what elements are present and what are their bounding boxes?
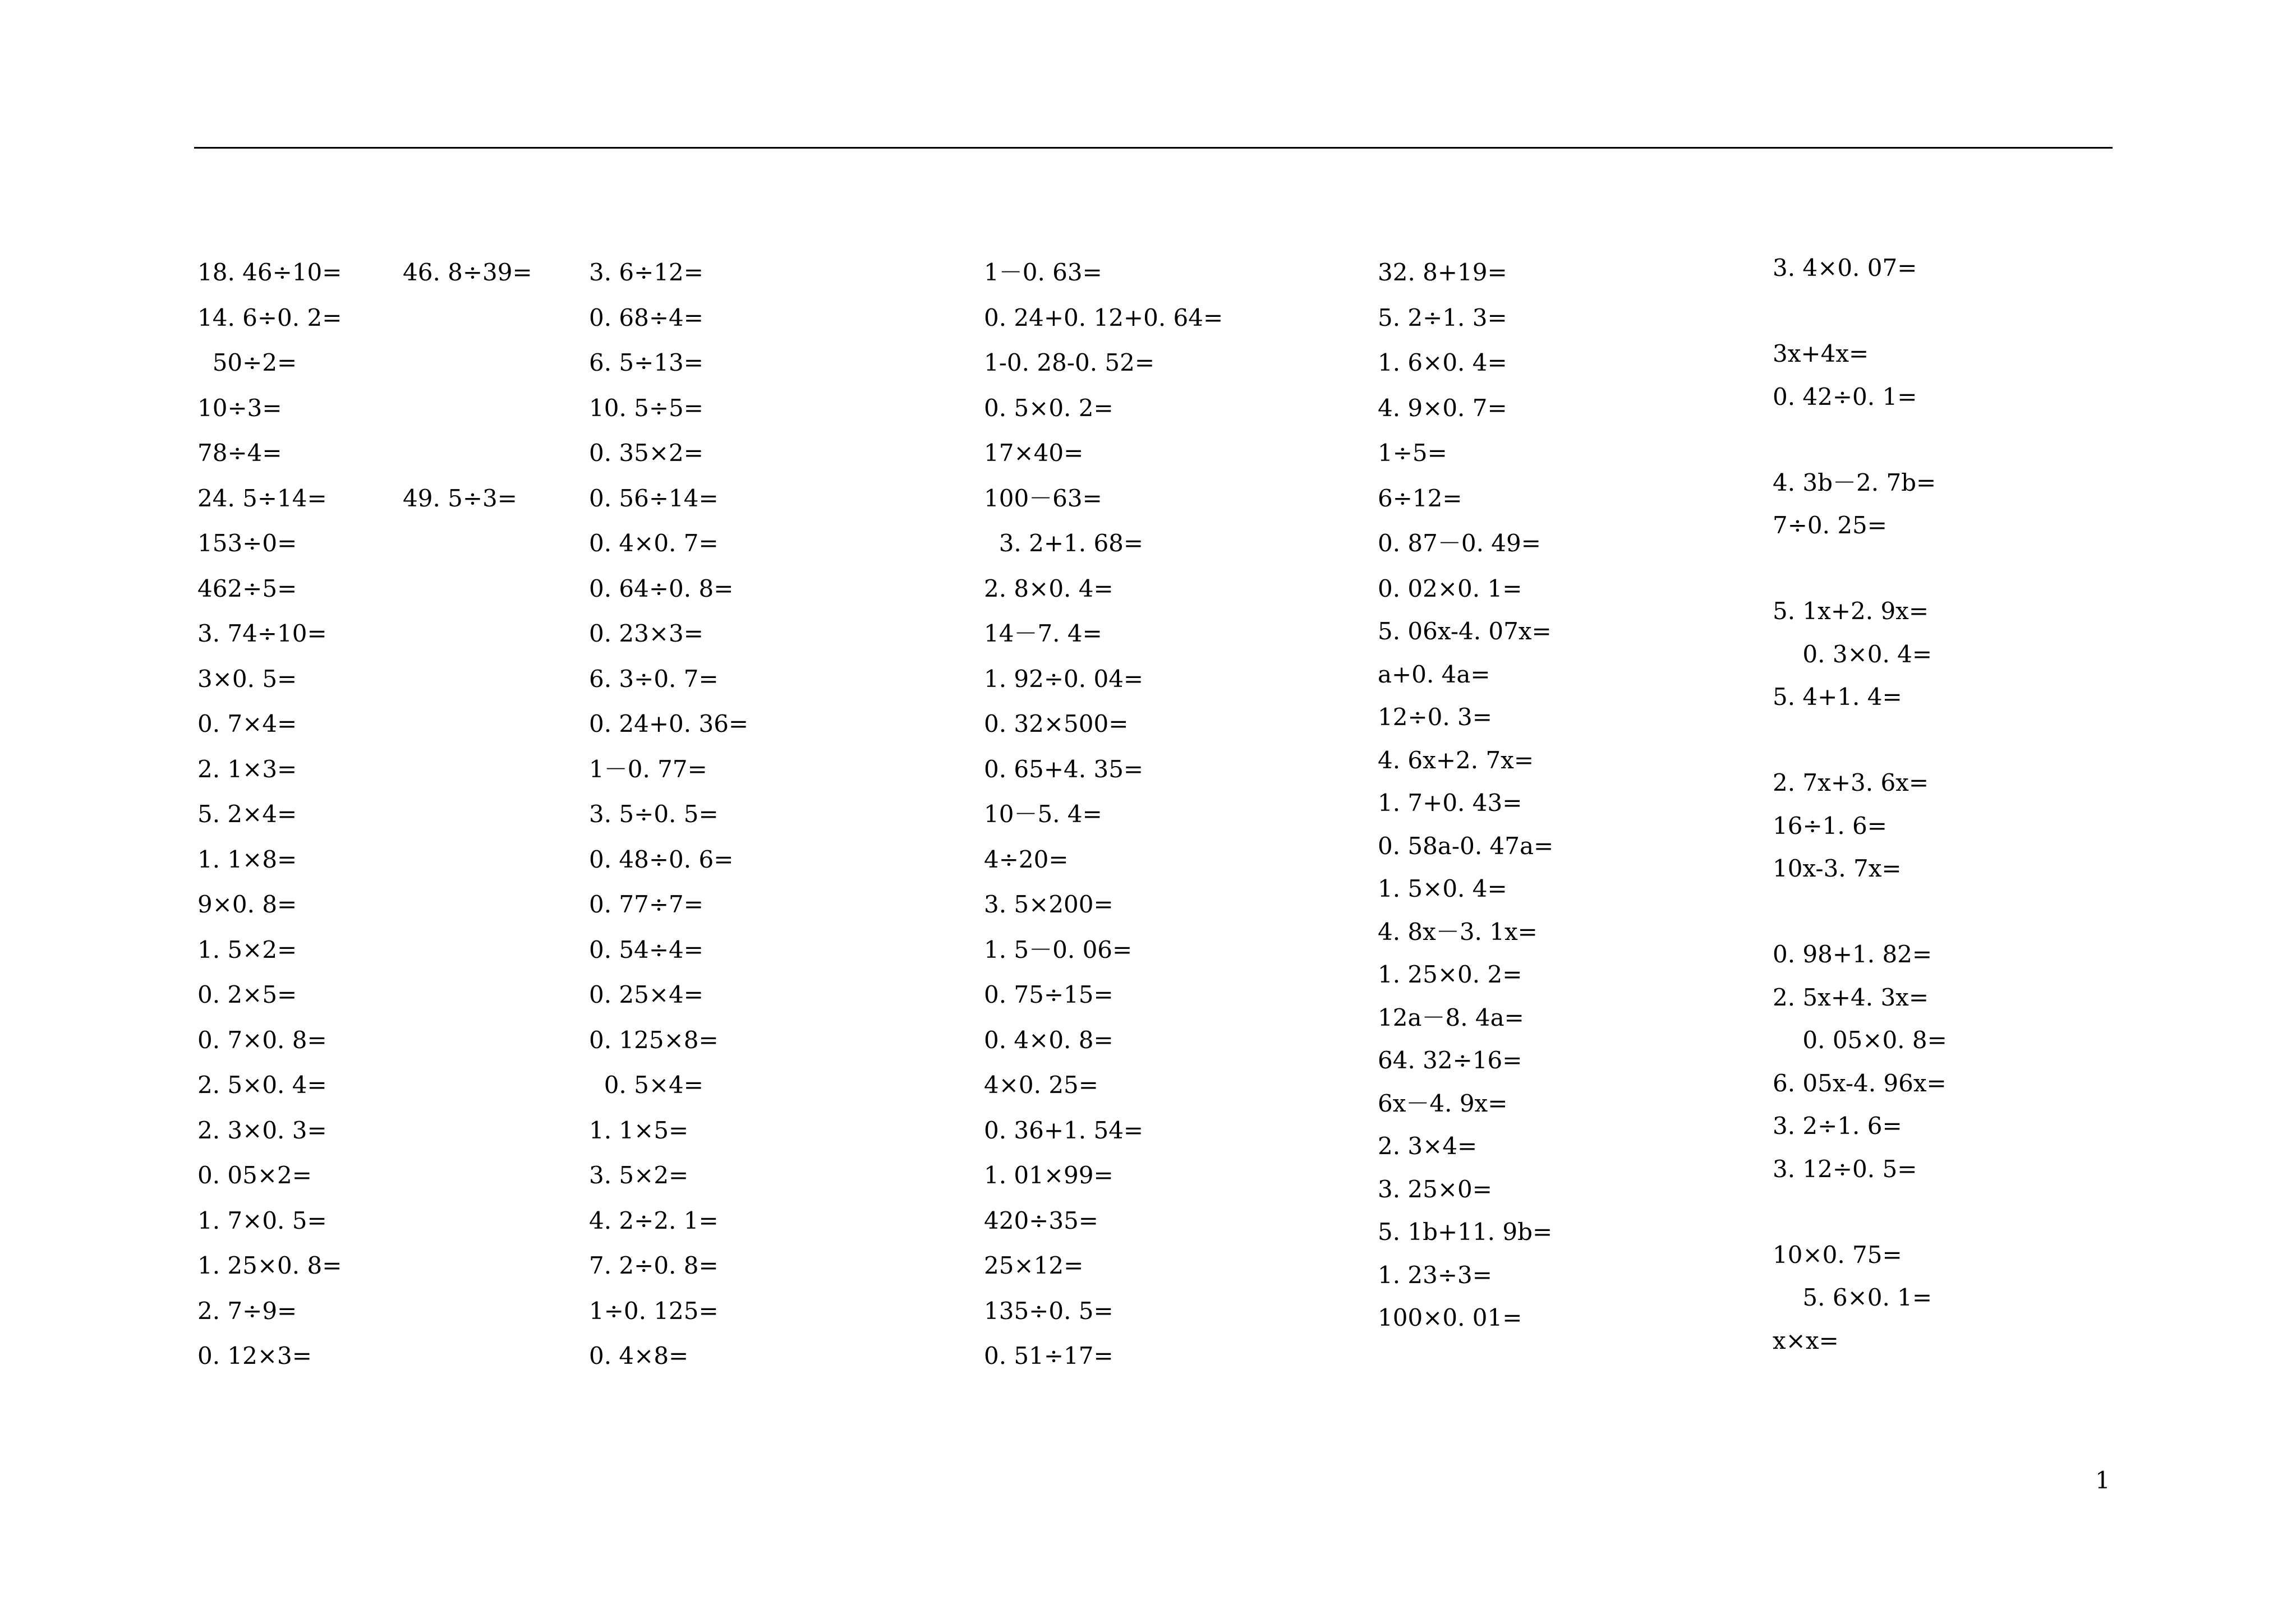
exercise-item: 2. 1×3= bbox=[197, 755, 297, 783]
exercise-item bbox=[1773, 418, 1947, 462]
exercise-item: 0. 05×0. 8= bbox=[1773, 1026, 1947, 1054]
exercise-item: 2. 3×4= bbox=[1378, 1132, 1478, 1160]
exercise-item: 64. 32÷16= bbox=[1378, 1046, 1522, 1074]
column-c bbox=[589, 250, 748, 1379]
exercise-item: 4÷20= bbox=[984, 845, 1069, 873]
exercise-item: 6÷12= bbox=[1378, 484, 1462, 512]
exercise-item bbox=[403, 386, 532, 431]
exercise-item: 3. 2÷1. 6= bbox=[1773, 1112, 1902, 1140]
exercise-item: 46. 8÷39= bbox=[403, 259, 532, 286]
exercise-item: 3x+4x= bbox=[1773, 340, 1869, 367]
exercise-item: 10. 5÷5= bbox=[589, 394, 703, 422]
exercise-item: 0. 32×500= bbox=[984, 710, 1129, 737]
exercise-item: 2. 7x+3. 6x= bbox=[1773, 769, 1929, 796]
exercise-item: 0. 68÷4= bbox=[589, 303, 703, 331]
exercise-item: 1. 5－0. 06= bbox=[984, 935, 1133, 963]
exercise-item: 0. 77÷7= bbox=[589, 891, 703, 918]
exercise-item: 14. 6÷0. 2= bbox=[197, 303, 342, 331]
exercise-item: 0. 12×3= bbox=[197, 1342, 312, 1370]
exercise-item: 4. 3b－2. 7b= bbox=[1773, 468, 1936, 496]
exercise-item: 6. 5÷13= bbox=[589, 349, 703, 376]
exercise-item: 420÷35= bbox=[984, 1206, 1098, 1234]
exercise-item: 0. 7×4= bbox=[197, 710, 297, 737]
exercise-item: 0. 75÷15= bbox=[984, 981, 1114, 1008]
exercise-item: 78÷4= bbox=[197, 439, 282, 467]
exercise-item: 3. 4×0. 07= bbox=[1773, 254, 1917, 282]
exercise-item: 1÷5= bbox=[1378, 439, 1447, 467]
exercise-item: 3. 2+1. 68= bbox=[984, 529, 1144, 557]
exercise-item: 10x-3. 7x= bbox=[1773, 855, 1902, 882]
exercise-item: 14－7. 4= bbox=[984, 620, 1102, 647]
exercise-item: 0. 24+0. 36= bbox=[589, 710, 749, 737]
exercise-item: 0. 5×4= bbox=[589, 1071, 703, 1099]
exercise-item: 1. 92÷0. 04= bbox=[984, 665, 1144, 693]
exercise-item: 25×12= bbox=[984, 1252, 1084, 1279]
exercise-item: 5. 06x-4. 07x= bbox=[1378, 617, 1552, 645]
exercise-item: 1－0. 63= bbox=[984, 259, 1102, 286]
exercise-item: 0. 4×8= bbox=[589, 1342, 689, 1370]
exercise-item: 3. 5×200= bbox=[984, 891, 1114, 918]
exercise-item: 0. 36+1. 54= bbox=[984, 1116, 1144, 1144]
exercise-item: 0. 48÷0. 6= bbox=[589, 845, 734, 873]
exercise-item: 4. 2÷2. 1= bbox=[589, 1206, 719, 1234]
exercise-item bbox=[403, 431, 532, 476]
exercise-item: 0. 64÷0. 8= bbox=[589, 574, 734, 602]
exercise-item: 10÷3= bbox=[197, 394, 282, 422]
exercise-item: 6x－4. 9x= bbox=[1378, 1089, 1508, 1117]
exercise-item: 1. 23÷3= bbox=[1378, 1261, 1492, 1289]
exercise-item bbox=[1773, 547, 1947, 591]
column-d bbox=[984, 250, 1223, 1379]
exercise-item bbox=[1773, 290, 1947, 333]
exercise-item: 0. 05×2= bbox=[197, 1161, 312, 1189]
exercise-item bbox=[403, 340, 532, 386]
column-e bbox=[1378, 250, 1553, 1339]
exercise-item: 3. 5×2= bbox=[589, 1161, 689, 1189]
exercise-item: 24. 5÷14= bbox=[197, 484, 327, 512]
exercise-item: 2. 7÷9= bbox=[197, 1297, 297, 1325]
exercise-item: 0. 87－0. 49= bbox=[1378, 529, 1541, 557]
page-number: 1 bbox=[2095, 1467, 2110, 1494]
exercise-item: 153÷0= bbox=[197, 529, 297, 557]
exercise-item bbox=[403, 296, 532, 341]
exercise-item: 0. 02×0. 1= bbox=[1378, 574, 1522, 602]
exercise-item: 3. 74÷10= bbox=[197, 620, 327, 647]
exercise-item: 12÷0. 3= bbox=[1378, 703, 1492, 731]
exercise-item: 7÷0. 25= bbox=[1773, 511, 1887, 539]
exercise-item: 1. 5×2= bbox=[197, 935, 297, 963]
exercise-item: 7. 2÷0. 8= bbox=[589, 1252, 719, 1279]
exercise-item: 1. 5×0. 4= bbox=[1378, 875, 1507, 902]
exercise-item: 1. 7+0. 43= bbox=[1378, 789, 1522, 817]
exercise-item: 3. 6÷12= bbox=[589, 259, 703, 286]
exercise-item: 2. 3×0. 3= bbox=[197, 1116, 327, 1144]
exercise-item: 0. 5×0. 2= bbox=[984, 394, 1114, 422]
exercise-item: 3. 12÷0. 5= bbox=[1773, 1155, 1917, 1183]
exercise-item: 100×0. 01= bbox=[1378, 1304, 1522, 1331]
exercise-item: 0. 125×8= bbox=[589, 1026, 719, 1054]
column-a bbox=[197, 250, 342, 1379]
exercise-item: 0. 23×3= bbox=[589, 620, 703, 647]
exercise-item: 135÷0. 5= bbox=[984, 1297, 1114, 1325]
exercise-item: 16÷1. 6= bbox=[1773, 811, 1887, 840]
exercise-item: 12a－8. 4a= bbox=[1378, 1003, 1524, 1031]
exercise-item: 17×40= bbox=[984, 439, 1084, 467]
exercise-item: 4. 9×0. 7= bbox=[1378, 394, 1507, 422]
exercise-item: 5. 4+1. 4= bbox=[1773, 683, 1902, 711]
exercise-item bbox=[1773, 1191, 1947, 1234]
exercise-item: 1÷0. 125= bbox=[589, 1297, 719, 1325]
exercise-item: 0. 58a-0. 47a= bbox=[1378, 832, 1554, 860]
exercise-item: 4. 6x+2. 7x= bbox=[1378, 746, 1534, 774]
exercise-item: 2. 5×0. 4= bbox=[197, 1071, 327, 1099]
exercise-item: 49. 5÷3= bbox=[403, 484, 517, 512]
exercise-item: 5. 1x+2. 9x= bbox=[1773, 597, 1929, 625]
exercise-item: x×x= bbox=[1773, 1326, 1839, 1354]
exercise-item: 0. 35×2= bbox=[589, 439, 703, 467]
exercise-item: 4. 8x－3. 1x= bbox=[1378, 917, 1538, 946]
exercise-item: 5. 2×4= bbox=[197, 800, 297, 828]
exercise-item: 0. 56÷14= bbox=[589, 484, 719, 512]
exercise-item: 1. 25×0. 2= bbox=[1378, 961, 1522, 988]
exercise-item: 1-0. 28-0. 52= bbox=[984, 349, 1155, 376]
exercise-item: 6. 3÷0. 7= bbox=[589, 665, 719, 693]
column-b bbox=[403, 250, 532, 521]
exercise-item: 1. 7×0. 5= bbox=[197, 1206, 327, 1234]
exercise-item: 5. 6×0. 1= bbox=[1773, 1284, 1932, 1311]
exercise-item: 0. 25×4= bbox=[589, 981, 703, 1008]
exercise-item: 0. 2×5= bbox=[197, 981, 297, 1008]
exercise-item: 0. 24+0. 12+0. 64= bbox=[984, 303, 1223, 331]
exercise-item: 0. 4×0. 8= bbox=[984, 1026, 1114, 1054]
exercise-item: 3. 25×0= bbox=[1378, 1175, 1492, 1203]
exercise-item: 0. 98+1. 82= bbox=[1773, 940, 1932, 968]
exercise-item: 50÷2= bbox=[197, 349, 297, 376]
exercise-item: 100－63= bbox=[984, 484, 1102, 512]
exercise-item: 0. 42÷0. 1= bbox=[1773, 382, 1917, 411]
exercise-item: 1. 6×0. 4= bbox=[1378, 349, 1507, 376]
exercise-item: 10×0. 75= bbox=[1773, 1241, 1902, 1269]
exercise-item: 3. 5÷0. 5= bbox=[589, 800, 719, 828]
exercise-item: 462÷5= bbox=[197, 574, 297, 602]
exercise-item: 0. 7×0. 8= bbox=[197, 1026, 327, 1054]
exercise-item: 3×0. 5= bbox=[197, 665, 297, 693]
exercise-item: 10－5. 4= bbox=[984, 800, 1102, 828]
column-f bbox=[1773, 247, 1947, 1362]
exercise-item: a+0. 4a= bbox=[1378, 660, 1490, 688]
exercise-item: 0. 65+4. 35= bbox=[984, 755, 1144, 783]
exercise-item: 9×0. 8= bbox=[197, 891, 297, 918]
exercise-item: 0. 4×0. 7= bbox=[589, 529, 719, 557]
exercise-item: 1. 25×0. 8= bbox=[197, 1252, 342, 1279]
exercise-item: 2. 8×0. 4= bbox=[984, 574, 1114, 602]
exercise-item: 0. 3×0. 4= bbox=[1773, 640, 1932, 668]
exercise-item: 1. 1×8= bbox=[197, 845, 297, 873]
exercise-item: 5. 2÷1. 3= bbox=[1378, 303, 1507, 331]
exercise-item: 2. 5x+4. 3x= bbox=[1773, 983, 1929, 1011]
exercise-item bbox=[1773, 719, 1947, 762]
exercise-item: 32. 8+19= bbox=[1378, 259, 1507, 286]
exercise-item: 5. 1b+11. 9b= bbox=[1378, 1218, 1553, 1246]
exercise-item: 6. 05x-4. 96x= bbox=[1773, 1069, 1947, 1097]
exercise-item: 18. 46÷10= bbox=[197, 259, 342, 286]
header-rule bbox=[194, 147, 2113, 149]
exercise-item: 1. 01×99= bbox=[984, 1161, 1114, 1189]
exercise-item: 0. 51÷17= bbox=[984, 1342, 1114, 1370]
exercise-item: 0. 54÷4= bbox=[589, 935, 703, 963]
exercise-item: 1－0. 77= bbox=[589, 755, 707, 783]
exercise-item: 1. 1×5= bbox=[589, 1116, 689, 1144]
exercise-item bbox=[1773, 891, 1947, 934]
exercise-item: 4×0. 25= bbox=[984, 1071, 1098, 1099]
